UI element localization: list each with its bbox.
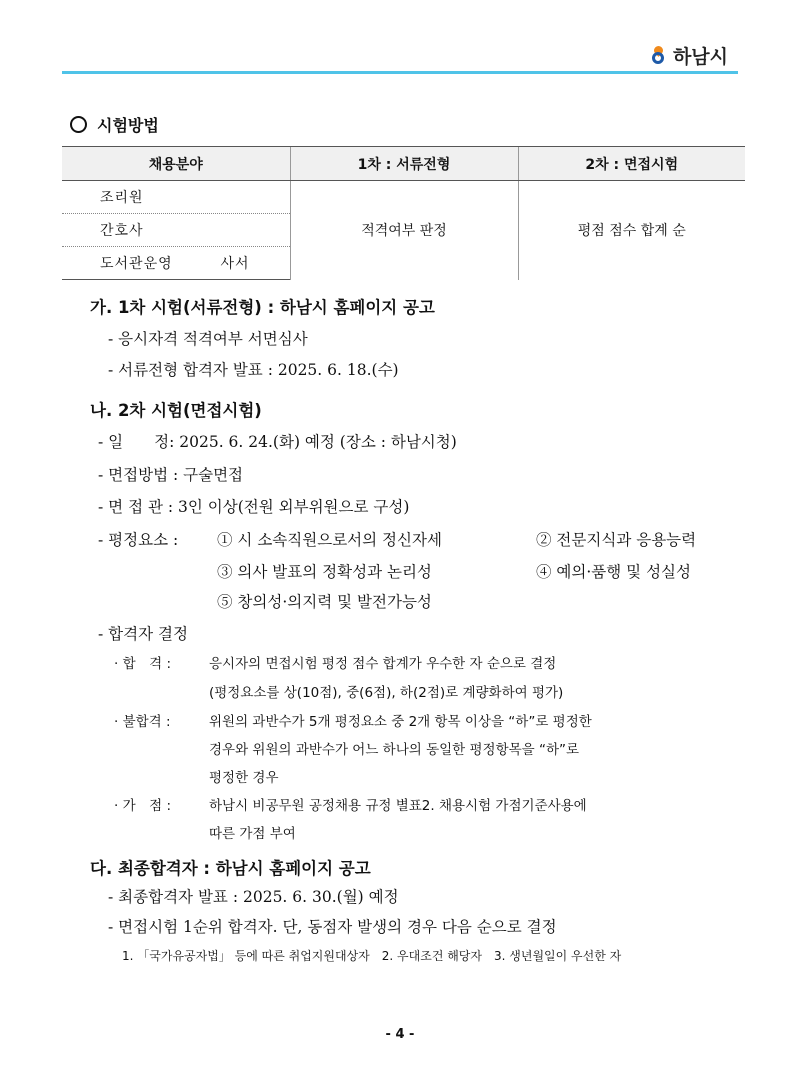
field-nurse: 간호사 — [62, 214, 290, 247]
criteria-item-3: ③ 의사 발표의 정확성과 논리성 — [217, 563, 432, 581]
bonus-text-2: 따른 가점 부여 — [209, 826, 296, 842]
interview-method: - 면접방법 : 구술면접 — [98, 466, 244, 484]
fail-text-3: 평정한 경우 — [209, 770, 279, 786]
logo-text: 하남시 — [672, 46, 728, 68]
page-number: - 4 - — [385, 1027, 415, 1042]
interview-schedule: - 일 정: 2025. 6. 24.(화) 예정 (장소 : 하남시청) — [98, 433, 457, 451]
stage2-result: 평점 점수 합계 순 — [518, 181, 745, 280]
interviewers: - 면 접 관 : 3인 이상(전원 외부위원으로 구성) — [98, 498, 410, 516]
section-b-title: 나. 2차 시험(면접시험) — [90, 401, 262, 420]
hanam-logo — [651, 42, 728, 69]
section-c-item-1: - 최종합격자 발표 : 2025. 6. 30.(월) 예정 — [108, 888, 399, 906]
criteria-item-4: ④ 예의·품행 및 성실성 — [536, 563, 691, 581]
bonus-text-1: 하남시 비공무원 공정채용 규정 별표2. 채용시험 가점기준사용에 — [209, 798, 587, 814]
section-title: 시험방법 — [70, 113, 159, 136]
table-header-row — [62, 147, 745, 181]
stage1-result: 적격여부 판정 — [290, 181, 518, 280]
table-row — [62, 181, 745, 214]
pass-text-2: (평정요소를 상(10점), 중(6점), 하(2점)로 계량화하여 평가) — [209, 685, 564, 701]
header-field: 채용분야 — [62, 147, 290, 181]
header-divider — [62, 71, 738, 74]
criteria-item-2: ② 전문지식과 응용능력 — [536, 531, 697, 549]
section-a-item-2: - 서류전형 합격자 발표 : 2025. 6. 18.(수) — [108, 361, 399, 379]
pass-label: · 합 격 : — [114, 656, 172, 672]
exam-method-table — [62, 146, 745, 280]
section-c-title: 다. 최종합격자 : 하남시 홈페이지 공고 — [90, 859, 371, 878]
bonus-label: · 가 점 : — [114, 798, 172, 814]
decision-title: - 합격자 결정 — [98, 625, 188, 643]
fail-text-1: 위원의 과반수가 5개 평정요소 중 2개 항목 이상을 “하”로 평정한 — [209, 714, 592, 730]
section-a-title: 가. 1차 시험(서류전형) : 하남시 홈페이지 공고 — [90, 298, 435, 317]
field-librarian: 도서관운영 사서 — [62, 247, 290, 280]
hanam-logo-icon — [651, 46, 669, 66]
tie-break-note: 1. 「국가유공자법」 등에 따른 취업지원대상자 2. 우대조건 해당자 3. 생년월일이 우선한 자 — [122, 949, 622, 963]
fail-text-2: 경우와 위원의 과반수가 어느 하나의 동일한 평정항목을 “하”로 — [209, 742, 580, 758]
header-stage2: 2차 : 면접시험 — [518, 147, 745, 181]
pass-text-1: 응시자의 면접시험 평정 점수 합계가 우수한 자 순으로 결정 — [209, 656, 557, 672]
section-a-item-1: - 응시자격 적격여부 서면심사 — [108, 330, 308, 348]
criteria-item-5: ⑤ 창의성·의지력 및 발전가능성 — [217, 593, 432, 611]
section-c-item-2: - 면접시험 1순위 합격자. 단, 동점자 발생의 경우 다음 순으로 결정 — [108, 918, 557, 936]
field-cook: 조리원 — [62, 181, 290, 214]
header-stage1: 1차 : 서류전형 — [290, 147, 518, 181]
criteria-label: - 평정요소 : — [98, 531, 179, 549]
criteria-item-1: ① 시 소속직원으로서의 정신자세 — [217, 531, 442, 549]
circle-bullet-icon — [70, 116, 87, 133]
fail-label: · 불합격 : — [114, 714, 171, 730]
